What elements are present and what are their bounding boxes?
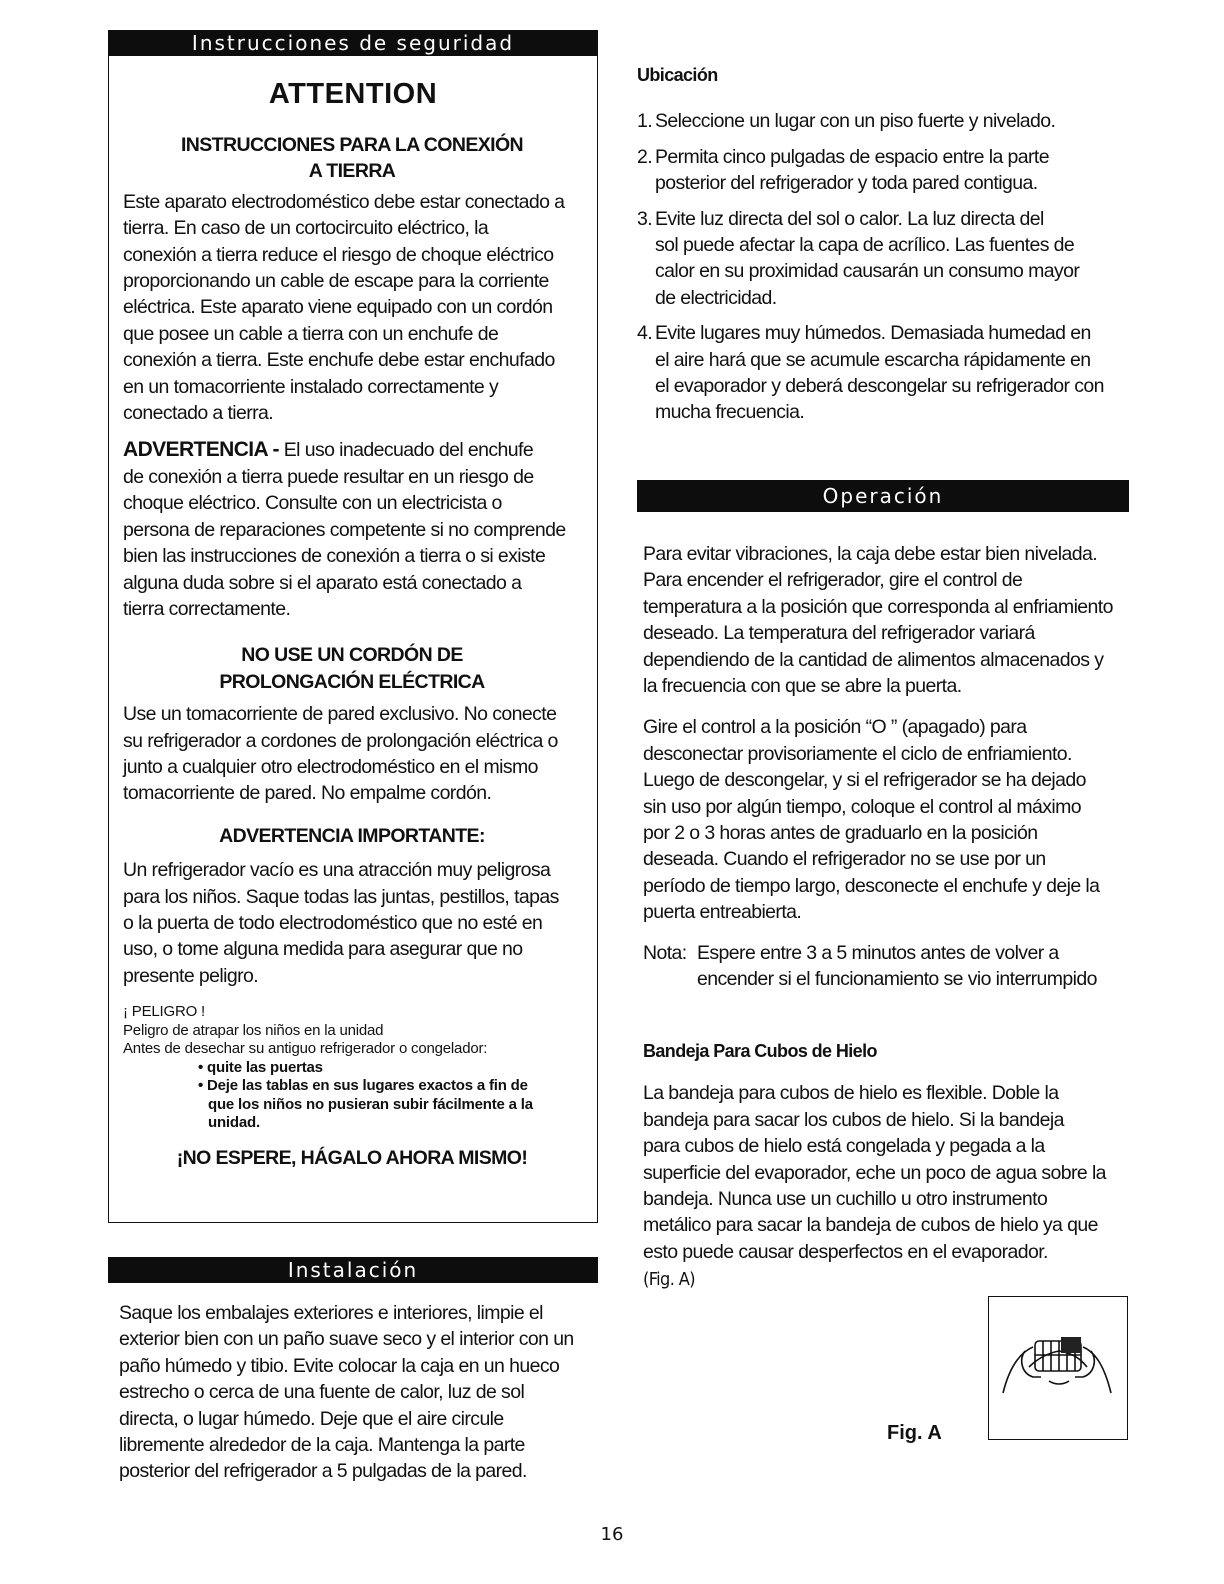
text-line: mucha frecuencia. bbox=[655, 401, 805, 424]
danger-bullet-cont: que los niños no pusieran subir fácilmente a la bbox=[208, 1095, 533, 1113]
text-line: bandeja. Nunca use un cuchillo u otro instrumento bbox=[643, 1188, 1048, 1211]
text-line: esto puede causar desperfectos en el evaporador. bbox=[643, 1240, 1048, 1263]
text-line: período de tiempo largo, desconecte el enchufe y deje la bbox=[643, 874, 1100, 897]
text-line: el aire hará que se acumule escarcha rápidamente en bbox=[655, 348, 1091, 371]
location-list bbox=[637, 108, 1127, 425]
text-line: tomacorriente de pared. No empalme cordón. bbox=[123, 782, 492, 805]
danger-bullet: • Deje las tablas en sus lugares exactos a fin de bbox=[198, 1077, 528, 1095]
text-line: directa, o lugar húmedo. Deje que el aire circule bbox=[119, 1407, 504, 1430]
danger-line: Peligro de atrapar los niños en la unidad bbox=[123, 1021, 384, 1039]
final-warning: ¡NO ESPERE, HÁGALO AHORA MISMO! bbox=[176, 1146, 528, 1169]
location-section bbox=[637, 62, 1127, 435]
text-line: conexión a tierra reduce el riesgo de choque eléctrico bbox=[123, 243, 554, 266]
text-line: calor en su proximidad causarán un consumo mayor bbox=[655, 260, 1080, 283]
text-line: sol puede afectar la capa de acrílico. Las fuentes de bbox=[655, 234, 1075, 257]
text-line: para cubos de hielo está congelada y pegada a la bbox=[643, 1135, 1045, 1158]
text-line: persona de reparaciones competente si no comprende bbox=[123, 518, 566, 541]
ice-tray-section bbox=[643, 1038, 1129, 1294]
grounding-body bbox=[123, 189, 581, 427]
tray-curve bbox=[1029, 1351, 1087, 1367]
text-line bbox=[123, 437, 581, 463]
text-line: Este aparato electrodoméstico debe estar conectado a bbox=[123, 190, 565, 213]
danger-line: Antes de desechar su antiguo refrigerador o congelador: bbox=[123, 1040, 488, 1058]
text-line: su refrigerador a cordones de prolongación eléctrica o bbox=[123, 729, 558, 752]
text-line: libremente alrededor de la caja. Mantenga la parte bbox=[119, 1434, 525, 1457]
grounding-section bbox=[123, 132, 581, 1171]
text-line: bandeja para sacar los cubos de hielo. Si la bandeja bbox=[643, 1108, 1064, 1131]
text-line: alguna duda sobre si el aparato está conectado a bbox=[123, 571, 522, 594]
extension-title-line-1: NO USE UN CORDÓN DE bbox=[241, 644, 463, 667]
text-line: choque eléctrico. Consulte con un electricista o bbox=[123, 492, 502, 515]
ice-tray-hands-illustration bbox=[989, 1297, 1126, 1438]
text-line: Saque los embalajes exteriores e interiores, limpie el bbox=[119, 1302, 543, 1324]
text-line: La bandeja para cubos de hielo es flexible. Doble la bbox=[643, 1082, 1059, 1105]
text-line: conectado a tierra. bbox=[123, 402, 274, 425]
text-line: metálico para sacar la bandeja de cubos de hielo ya que bbox=[643, 1214, 1098, 1237]
figure-reference: (Fig. A) bbox=[643, 1269, 695, 1291]
text-line: Gire el control a la posición “O ” (apagado) para bbox=[643, 716, 1027, 739]
danger-section bbox=[123, 1003, 581, 1171]
list-item bbox=[637, 144, 1127, 197]
warning-first-line: El uso inadecuado del enchufe bbox=[278, 439, 534, 462]
text-line: Para evitar vibraciones, la caja debe estar bien nivelada. bbox=[643, 543, 1098, 565]
text-line: Seleccione un lugar con un piso fuerte y nivelado. bbox=[655, 110, 1056, 133]
list-number: 2. bbox=[637, 145, 653, 168]
text-line: eléctrica. Este aparato viene equipado con un cordón bbox=[123, 296, 553, 319]
installation-section bbox=[108, 1257, 598, 1485]
page-number: 16 bbox=[600, 1524, 624, 1545]
danger-title: ¡ PELIGRO ! bbox=[123, 1003, 205, 1021]
ice-tray-title: Bandeja Para Cubos de Hielo bbox=[643, 1041, 877, 1061]
operation-section bbox=[637, 480, 1129, 993]
text-line: deseado. La temperatura del refrigerador variará bbox=[643, 622, 1035, 645]
figure-label: Fig. A bbox=[887, 1422, 942, 1444]
list-number: 3. bbox=[637, 207, 653, 230]
operation-header: Operación bbox=[637, 480, 1129, 512]
danger-bullet: • quite las puertas bbox=[198, 1058, 323, 1076]
right-arm-line bbox=[1083, 1347, 1111, 1393]
grounding-title-line-1: INSTRUCCIONES PARA LA CONEXIÓN bbox=[180, 134, 524, 156]
text-line: desconectar provisoriamente el ciclo de enfriamiento. bbox=[643, 742, 1072, 765]
list-number: 1. bbox=[637, 110, 653, 133]
text-line: junto a cualquier otro electrodoméstico en el mismo bbox=[123, 755, 538, 778]
text-line: presente peligro. bbox=[123, 964, 259, 987]
text-line: posterior del refrigerador a 5 pulgadas de la pared. bbox=[119, 1460, 527, 1483]
installation-header: Instalación bbox=[108, 1257, 598, 1283]
important-warning-title: ADVERTENCIA IMPORTANTE: bbox=[219, 824, 485, 847]
text-line: encender si el funcionamiento se vio interrumpido bbox=[697, 968, 1097, 991]
text-line: Permita cinco pulgadas de espacio entre la parte bbox=[655, 145, 1049, 168]
important-warning-section bbox=[123, 823, 581, 989]
text-line: temperatura a la posición que corresponda al enfriamiento bbox=[643, 595, 1113, 618]
text-line: tierra correctamente. bbox=[123, 597, 291, 620]
text-line: uso, o tome alguna medida para asegurar que no bbox=[123, 938, 523, 961]
attention-title: ATTENTION bbox=[268, 78, 438, 110]
text-line: de conexión a tierra puede resultar en un riesgo de bbox=[123, 465, 534, 488]
text-line: paño húmedo y tibio. Evite colocar la caja en un hueco bbox=[119, 1354, 560, 1377]
extension-cord-section bbox=[123, 642, 581, 806]
safety-instructions-box bbox=[108, 30, 598, 1223]
text-line: Use un tomacorriente de pared exclusivo. No conecte bbox=[123, 703, 557, 726]
list-item bbox=[637, 206, 1127, 312]
text-line: en un tomacorriente instalado correctamente y bbox=[123, 375, 499, 398]
text-line: estrecho o cerca de una fuente de calor, luz de sol bbox=[119, 1381, 525, 1404]
safety-header: Instrucciones de seguridad bbox=[108, 30, 598, 56]
warning-label: ADVERTENCIA - bbox=[123, 438, 279, 462]
text-line: deseada. Cuando el refrigerador no se use por un bbox=[643, 848, 1046, 871]
text-line: posterior del refrigerador y toda pared contigua. bbox=[655, 172, 1038, 195]
danger-bullet-cont: unidad. bbox=[208, 1114, 260, 1132]
text-line: de electricidad. bbox=[655, 286, 777, 309]
extension-title-line-2: PROLONGACIÓN ELÉCTRICA bbox=[219, 670, 485, 693]
text-line: bien las instrucciones de conexión a tierra o si existe bbox=[123, 545, 546, 568]
list-item bbox=[637, 108, 1127, 134]
text-line: superficie del evaporador, eche un poco de agua sobre la bbox=[643, 1161, 1106, 1184]
text-line: o la puerta de todo electrodoméstico que no esté en bbox=[123, 911, 543, 934]
text-line: Evite luz directa del sol o calor. La luz directa del bbox=[655, 207, 1044, 230]
list-item bbox=[637, 320, 1127, 426]
text-line: conexión a tierra. Este enchufe debe estar enchufado bbox=[123, 349, 555, 372]
text-line: para los niños. Saque todas las juntas, pestillos, tapas bbox=[123, 885, 559, 908]
list-number: 4. bbox=[637, 322, 653, 345]
text-line: tierra. En caso de un cortocircuito eléctrico, la bbox=[123, 217, 489, 240]
text-line: la frecuencia con que se abre la puerta. bbox=[643, 675, 962, 698]
text-line: que posee un cable a tierra con un enchufe de bbox=[123, 322, 499, 345]
text-line: dependiendo de la cantidad de alimentos almacenados y bbox=[643, 648, 1104, 671]
text-line: Espere entre 3 a 5 minutos antes de volver a bbox=[697, 941, 1059, 964]
text-line: Evite lugares muy húmedos. Demasiada humedad en bbox=[655, 322, 1091, 345]
note bbox=[637, 940, 1129, 993]
text-line: Un refrigerador vacío es una atracción muy peligrosa bbox=[123, 859, 551, 882]
text-line: exterior bien con un paño suave seco y el interior con un bbox=[119, 1328, 574, 1351]
text-line: sin uso por algún tiempo, coloque el control al máximo bbox=[643, 795, 1082, 818]
text-line: proporcionando un cable de escape para la corriente bbox=[123, 270, 549, 293]
grounding-title-line-2: A TIERRA bbox=[308, 160, 396, 183]
text-line: por 2 o 3 horas antes de graduarlo en la posición bbox=[643, 822, 1038, 845]
text-line: Para encender el refrigerador, gire el control de bbox=[643, 569, 1023, 592]
left-arm-line bbox=[1003, 1347, 1033, 1393]
location-title: Ubicación bbox=[637, 65, 718, 85]
warning-paragraph bbox=[123, 437, 581, 622]
text-line: Luego de descongelar, y si el refrigerador se ha dejado bbox=[643, 769, 1086, 792]
note-label: Nota: bbox=[643, 941, 687, 964]
text-line: el evaporador y deberá descongelar su refrigerador con bbox=[655, 375, 1104, 398]
text-line: puerta entreabierta. bbox=[643, 901, 802, 924]
figure-a-frame bbox=[988, 1296, 1128, 1440]
